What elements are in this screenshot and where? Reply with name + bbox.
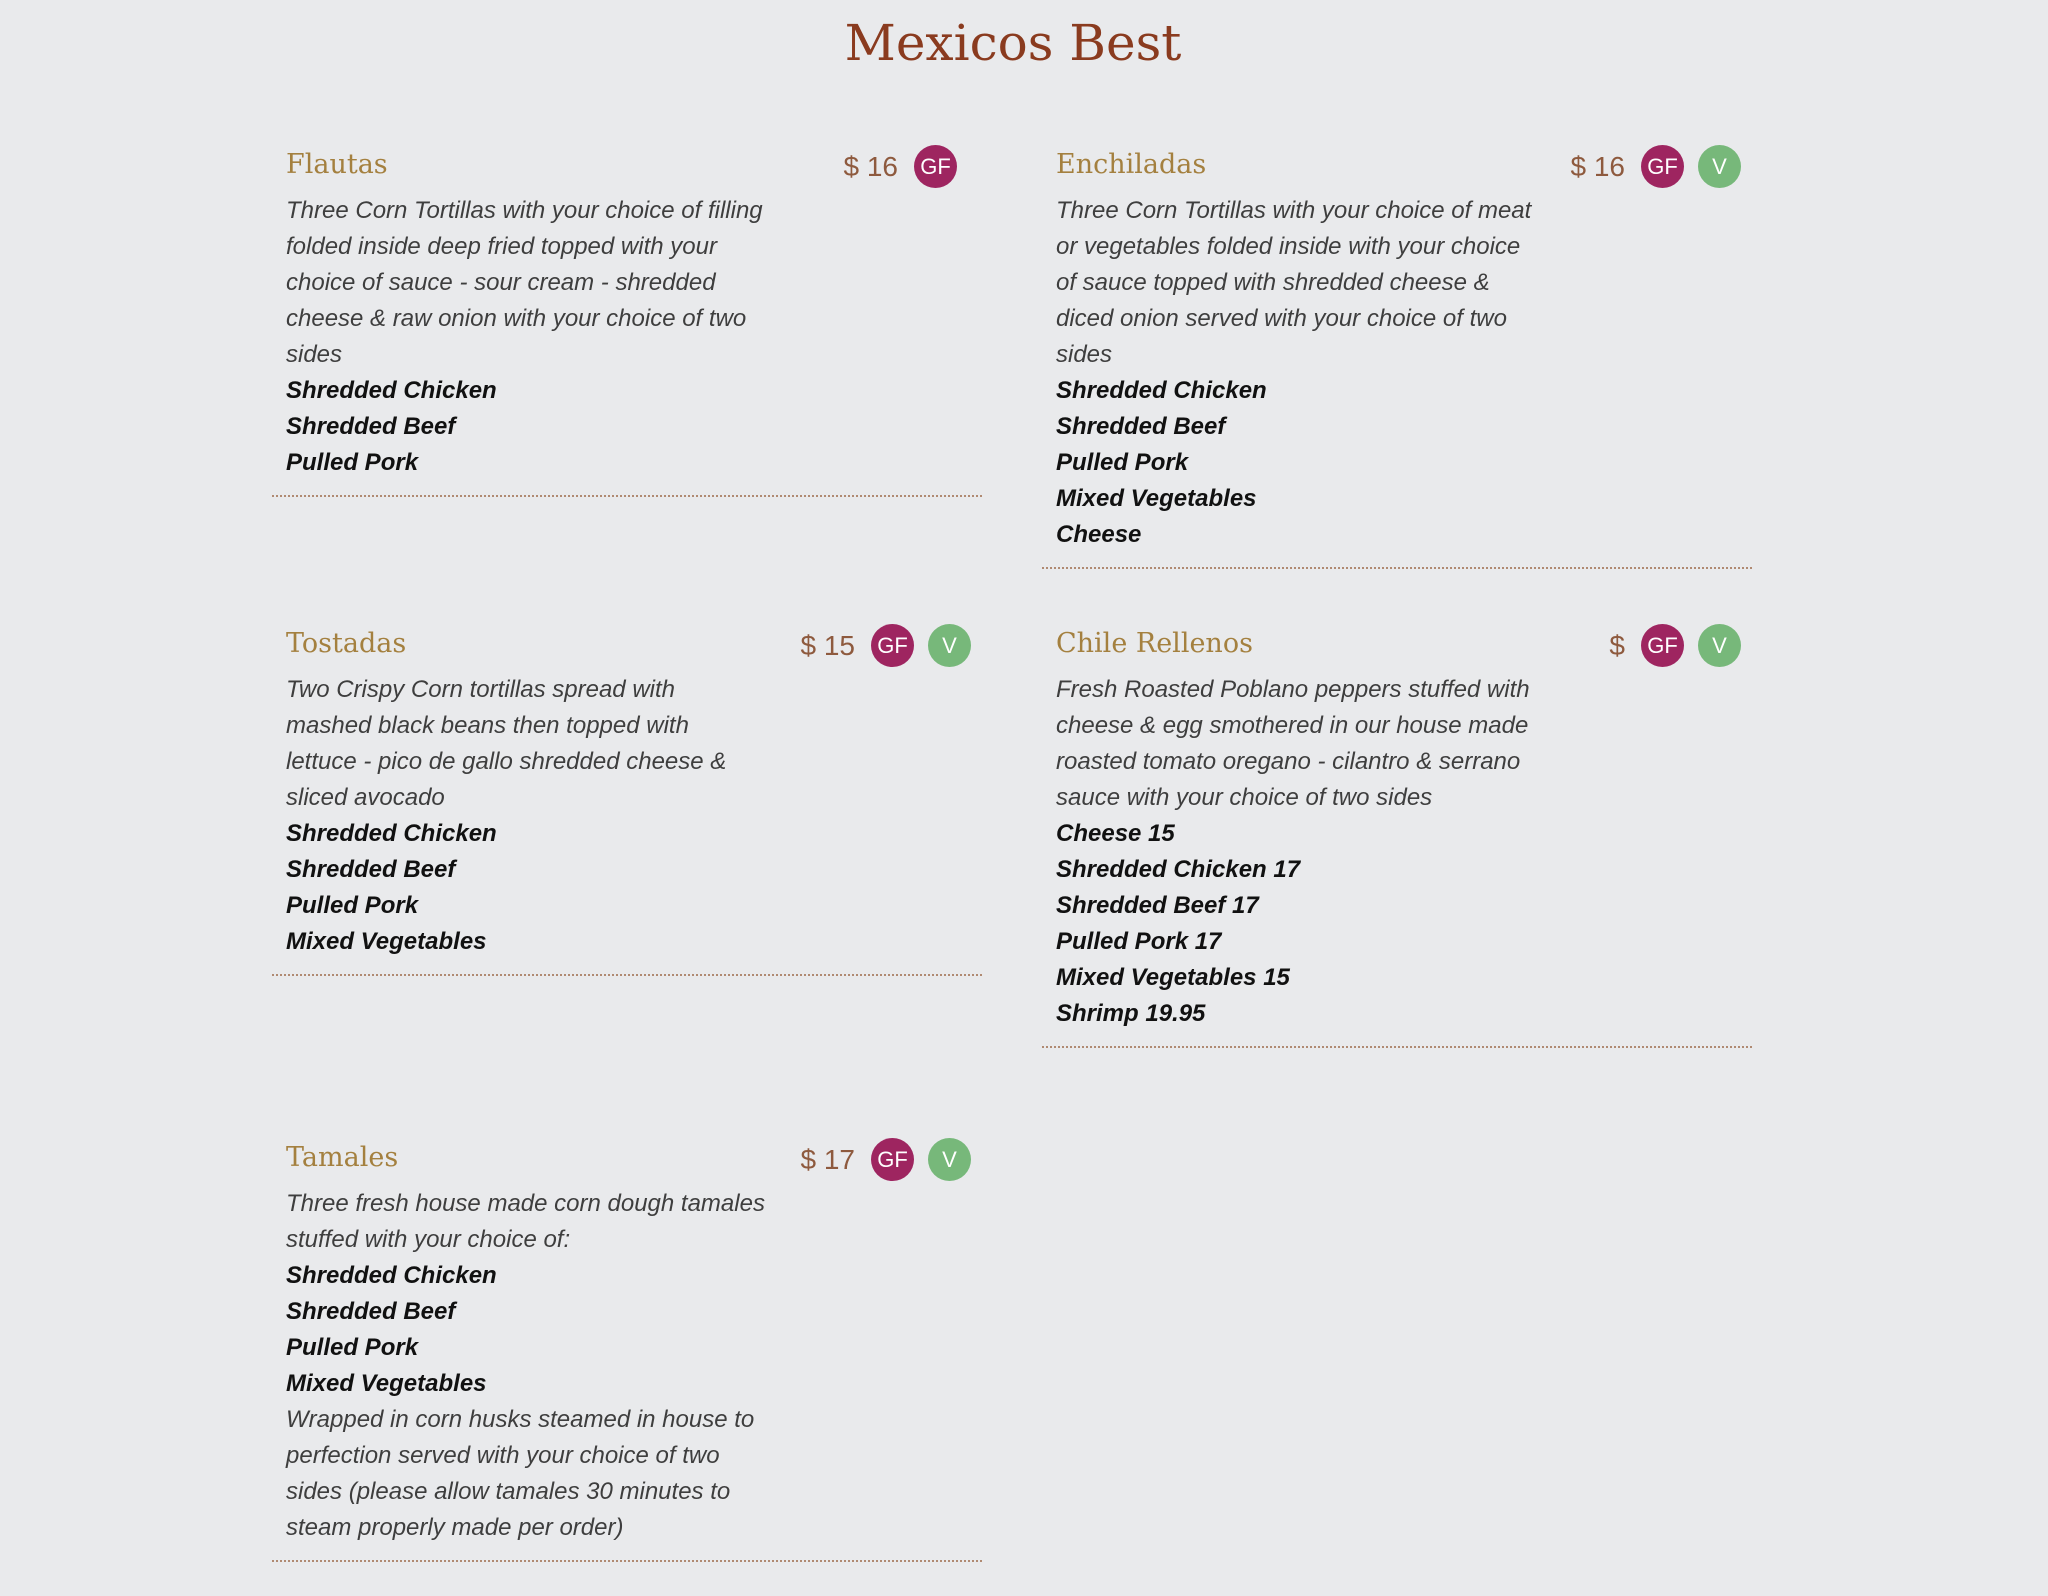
vegetarian-badge: V — [1698, 624, 1741, 667]
option-item: Cheese — [1056, 521, 1142, 548]
option-item: Shredded Chicken — [286, 1262, 497, 1289]
option-item: Mixed Vegetables — [286, 1370, 487, 1397]
gluten-free-badge: GF — [914, 145, 957, 188]
item-options — [272, 1258, 982, 1402]
option-item: Mixed Vegetables — [1056, 485, 1257, 512]
menu-item-flautas — [272, 145, 982, 497]
item-price: $ 16 — [843, 150, 898, 182]
item-divider — [1042, 567, 1752, 569]
item-description: Two Crispy Corn tortillas spread with mashed black beans then topped with lettuce - pico de gallo shredded cheese & sliced avocado — [286, 676, 727, 811]
item-divider — [272, 974, 982, 976]
item-header — [1042, 145, 1752, 193]
item-header — [272, 145, 982, 193]
item-options — [1042, 373, 1752, 553]
option-item: Shrimp 19.95 — [1056, 1000, 1206, 1027]
option-item: Pulled Pork — [1056, 449, 1189, 476]
vegetarian-badge: V — [1698, 145, 1741, 188]
option-item: Cheese 15 — [1056, 820, 1175, 847]
menu-item-chile-rellenos — [1042, 624, 1752, 1048]
option-item: Shredded Beef — [286, 413, 456, 440]
item-name: Flautas — [286, 149, 388, 180]
option-item: Shredded Beef — [286, 856, 456, 883]
option-item: Pulled Pork — [286, 449, 419, 476]
item-note: Wrapped in corn husks steamed in house to perfection served with your choice of two sides (please allow tamales 30 minutes to steam properly made per order) — [286, 1406, 755, 1541]
option-item: Shredded Chicken — [286, 377, 497, 404]
item-header — [1042, 624, 1752, 672]
gluten-free-badge: GF — [871, 624, 914, 667]
menu-item-tamales — [272, 1138, 982, 1562]
item-price: $ 17 — [800, 1143, 855, 1175]
menu-item-tostadas — [272, 624, 982, 976]
item-price-group — [844, 145, 958, 188]
item-name: Enchiladas — [1056, 149, 1207, 180]
option-item: Shredded Beef 17 — [1056, 892, 1259, 919]
item-name: Chile Rellenos — [1056, 628, 1253, 659]
item-price: $ 15 — [800, 629, 855, 661]
option-item: Mixed Vegetables 15 — [1056, 964, 1290, 991]
gluten-free-badge: GF — [871, 1138, 914, 1181]
item-description: Three fresh house made corn dough tamales stuffed with your choice of: — [286, 1190, 765, 1253]
item-description: Three Corn Tortillas with your choice of filling folded inside deep fried topped with your choice of sauce - sour cream - shredded cheese & raw onion with your choice of two sides — [286, 197, 763, 368]
option-item: Shredded Chicken — [1056, 377, 1267, 404]
item-divider — [272, 495, 982, 497]
gluten-free-badge: GF — [1641, 145, 1684, 188]
option-item: Mixed Vegetables — [286, 928, 487, 955]
item-description: Three Corn Tortillas with your choice of meat or vegetables folded inside with your choice of sauce topped with shredded cheese & diced onion served with your choice of two sides — [1056, 197, 1532, 368]
item-name: Tamales — [286, 1142, 399, 1173]
item-price: $ 16 — [1570, 150, 1625, 182]
option-item: Shredded Beef — [1056, 413, 1226, 440]
menu-item-enchiladas — [1042, 145, 1752, 569]
option-item: Shredded Chicken — [286, 820, 497, 847]
item-price-group — [801, 624, 972, 667]
item-options — [1042, 816, 1752, 1032]
option-item: Pulled Pork — [286, 1334, 419, 1361]
option-item: Shredded Beef — [286, 1298, 456, 1325]
item-header — [272, 624, 982, 672]
item-price: $ — [1609, 629, 1625, 661]
item-price-group — [1609, 624, 1741, 667]
item-name: Tostadas — [286, 628, 407, 659]
item-options — [272, 816, 982, 960]
item-header — [272, 1138, 982, 1186]
option-item: Pulled Pork 17 — [1056, 928, 1222, 955]
item-options — [272, 373, 982, 481]
item-price-group — [1571, 145, 1742, 188]
vegetarian-badge: V — [928, 624, 971, 667]
page-title: Mexicos Best — [844, 14, 1182, 72]
item-price-group — [801, 1138, 972, 1181]
option-item: Pulled Pork — [286, 892, 419, 919]
item-description: Fresh Roasted Poblano peppers stuffed with cheese & egg smothered in our house made roasted tomato oregano - cilantro & serrano sauce with your choice of two sides — [1056, 676, 1530, 811]
option-item: Shredded Chicken 17 — [1056, 856, 1301, 883]
item-divider — [272, 1560, 982, 1562]
vegetarian-badge: V — [928, 1138, 971, 1181]
item-divider — [1042, 1046, 1752, 1048]
gluten-free-badge: GF — [1641, 624, 1684, 667]
